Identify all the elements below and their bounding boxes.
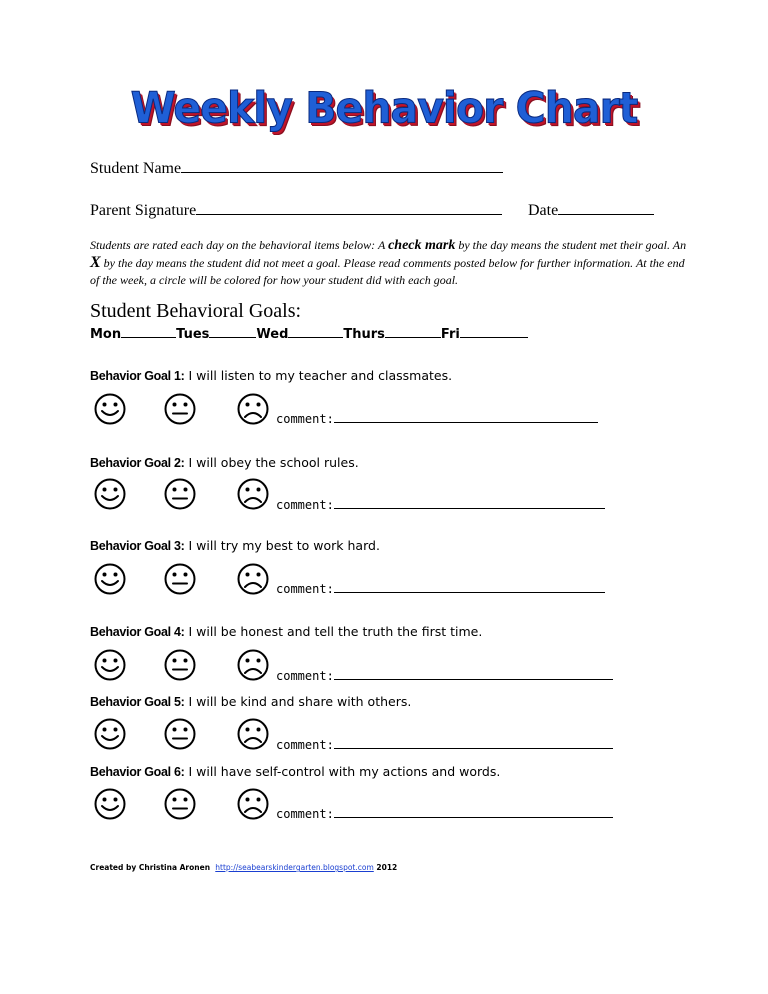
comment-label: comment: xyxy=(276,738,334,752)
parent-signature-label: Parent Signature xyxy=(90,202,197,219)
instructions-part-2: by the day means the student met their goal. An xyxy=(455,238,687,252)
goal-text: I will have self-control with my actions and words. xyxy=(184,764,501,779)
sad-face-icon[interactable] xyxy=(236,392,270,426)
neutral-face-icon[interactable] xyxy=(163,562,197,596)
footer-link[interactable]: http://seabearskindergarten.blogspot.com xyxy=(215,863,374,872)
student-name-label: Student Name xyxy=(90,160,182,177)
instructions-part-1: Students are rated each day on the behavioral items below: A xyxy=(90,238,389,252)
day-mon: Mon xyxy=(90,327,122,342)
goal-text: I will be kind and share with others. xyxy=(184,694,412,709)
goal-4 xyxy=(90,623,482,641)
day-line xyxy=(121,327,176,338)
comment-line xyxy=(334,412,598,423)
neutral-face-icon[interactable] xyxy=(163,648,197,682)
goal-5 xyxy=(90,693,411,711)
footer-credit xyxy=(90,863,397,872)
day-tues: Tues xyxy=(176,327,210,342)
comment-field[interactable] xyxy=(276,498,605,512)
date-line xyxy=(558,200,654,215)
day-line xyxy=(288,327,343,338)
goal-text: I will listen to my teacher and classmates. xyxy=(184,368,453,383)
comment-field[interactable] xyxy=(276,738,613,752)
neutral-face-icon[interactable] xyxy=(163,787,197,821)
comment-line xyxy=(334,582,605,593)
sad-face-icon[interactable] xyxy=(236,562,270,596)
happy-face-icon[interactable] xyxy=(93,562,127,596)
comment-field[interactable] xyxy=(276,807,613,821)
comment-label: comment: xyxy=(276,412,334,426)
sad-face-icon[interactable] xyxy=(236,477,270,511)
comment-label: comment: xyxy=(276,582,334,596)
goal-label: Behavior Goal 2: xyxy=(90,456,185,470)
goal-label: Behavior Goal 5: xyxy=(90,695,185,709)
comment-line xyxy=(334,807,613,818)
day-wed: Wed xyxy=(256,327,289,342)
parent-signature-line xyxy=(196,200,502,215)
goal-3 xyxy=(90,537,380,555)
happy-face-icon[interactable] xyxy=(93,787,127,821)
sad-face-icon[interactable] xyxy=(236,648,270,682)
day-line xyxy=(209,327,256,338)
goal-text: I will be honest and tell the truth the first time. xyxy=(184,624,483,639)
comment-label: comment: xyxy=(276,669,334,683)
date-label: Date xyxy=(528,202,559,219)
student-name-field xyxy=(90,158,503,178)
date-field xyxy=(528,200,654,220)
day-line xyxy=(460,327,528,338)
neutral-face-icon[interactable] xyxy=(163,717,197,751)
goal-label: Behavior Goal 4: xyxy=(90,625,185,639)
sad-face-icon[interactable] xyxy=(236,787,270,821)
happy-face-icon[interactable] xyxy=(93,717,127,751)
comment-label: comment: xyxy=(276,498,334,512)
student-name-line xyxy=(181,158,503,173)
goal-6 xyxy=(90,763,500,781)
comment-line xyxy=(334,738,613,749)
comment-field[interactable] xyxy=(276,669,613,683)
goal-2 xyxy=(90,454,359,472)
comment-line xyxy=(334,498,605,509)
sad-face-icon[interactable] xyxy=(236,717,270,751)
goals-heading: Student Behavioral Goals: xyxy=(90,300,302,322)
instructions-paragraph xyxy=(90,237,690,289)
weekday-row xyxy=(90,327,528,342)
happy-face-icon[interactable] xyxy=(93,392,127,426)
day-thurs: Thurs xyxy=(343,327,385,342)
goal-1 xyxy=(90,367,452,385)
goal-label: Behavior Goal 1: xyxy=(90,369,185,383)
parent-signature-field xyxy=(90,200,502,220)
goal-text: I will obey the school rules. xyxy=(184,455,359,470)
comment-field[interactable] xyxy=(276,582,605,596)
footer-author: Created by Christina Aronen xyxy=(90,863,211,872)
goal-text: I will try my best to work hard. xyxy=(184,538,380,553)
neutral-face-icon[interactable] xyxy=(163,477,197,511)
comment-line xyxy=(334,669,613,680)
happy-face-icon[interactable] xyxy=(93,648,127,682)
instructions-part-3: by the day means the student did not meet a goal. Please read comments posted below for further information. At the end of the week, a circle will be colored for how your student did with each goal. xyxy=(90,256,685,287)
neutral-face-icon[interactable] xyxy=(163,392,197,426)
instructions-x-mark: X xyxy=(90,254,101,271)
goal-label: Behavior Goal 6: xyxy=(90,765,185,779)
day-line xyxy=(385,327,441,338)
goal-label: Behavior Goal 3: xyxy=(90,539,185,553)
comment-field[interactable] xyxy=(276,412,598,426)
happy-face-icon[interactable] xyxy=(93,477,127,511)
footer-year: 2012 xyxy=(373,863,398,872)
comment-label: comment: xyxy=(276,807,334,821)
page-title: Weekly Behavior Chart xyxy=(130,82,638,134)
instructions-check-mark: check mark xyxy=(388,238,456,253)
day-fri: Fri xyxy=(440,327,460,342)
